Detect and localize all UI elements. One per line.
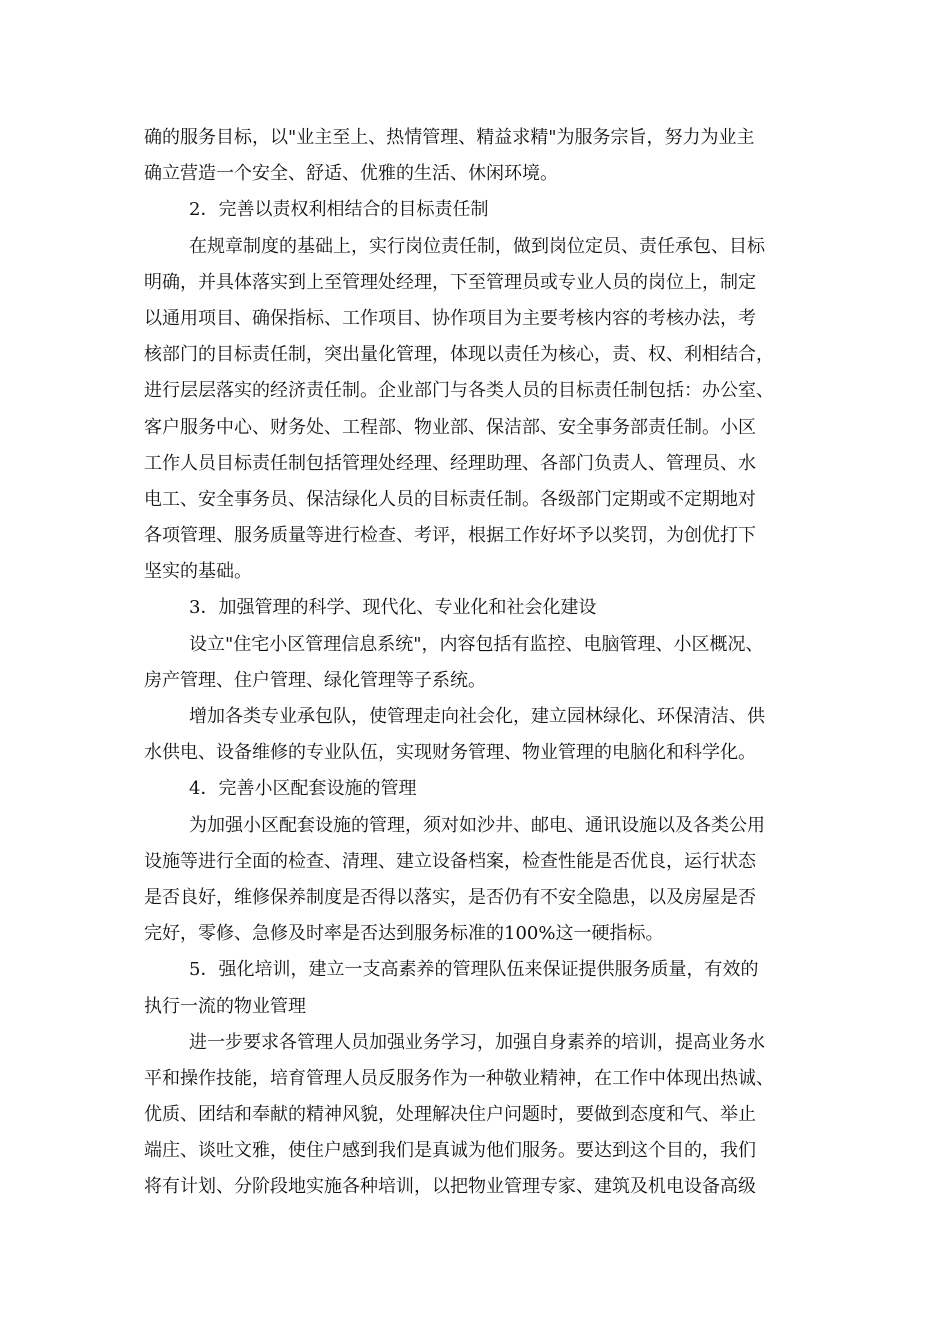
text-line: 是否良好，维修保养制度是否得以落实，是否仍有不安全隐患，以及房屋是否 [144,886,756,908]
text-line: 房产管理、住户管理、绿化管理等子系统。 [144,669,486,691]
text-line: 进行层层落实的经济责任制。企业部门与各类人员的目标责任制包括：办公室、 [144,380,774,402]
text-line: 执行一流的物业管理 [144,995,306,1017]
text-line: 2．完善以责权利相结合的目标责任制 [189,199,489,221]
text-line: 将有计划、分阶段地实施各种培训，以把物业管理专家、建筑及机电设备高级 [144,1176,756,1198]
text-line: 设立"住宅小区管理信息系统"，内容包括有监控、电脑管理、小区概况、 [189,633,764,655]
text-line: 增加各类专业承包队，使管理走向社会化，建立园林绿化、环保清洁、供 [189,706,765,727]
text-line: 完好，零修、急修及时率是否达到服务标准的100%这一硬指标。 [144,923,664,945]
text-line: 在规章制度的基础上，实行岗位责任制，做到岗位定员、责任承包、目标 [189,235,765,257]
text-line: 各项管理、服务质量等进行检查、考评，根据工作好坏予以奖罚，为创优打下 [144,525,756,547]
document-body [144,120,814,1206]
text-line: 3．加强管理的科学、现代化、专业化和社会化建设 [189,597,597,619]
text-line: 电工、安全事务员、保洁绿化人员的目标责任制。各级部门定期或不定期地对 [144,488,756,510]
text-line: 坚实的基础。 [144,561,252,583]
text-line: 设施等进行全面的检查、清理、建立设备档案，检查性能是否优良，运行状态 [144,850,756,872]
text-line: 为加强小区配套设施的管理，须对如沙井、邮电、通讯设施以及各类公用 [189,814,765,836]
text-line: 工作人员目标责任制包括管理处经理、经理助理、各部门负责人、管理员、水 [144,452,756,474]
text-line: 明确，并具体落实到上至管理处经理，下至管理员或专业人员的岗位上，制定 [144,271,756,293]
text-line: 水供电、设备维修的专业队伍，实现财务管理、物业管理的电脑化和科学化。 [144,742,756,764]
text-line: 平和操作技能，培育管理人员反服务作为一种敬业精神，在工作中体现出热诚、 [144,1067,774,1089]
text-line: 优质、团结和奉献的精神风貌，处理解决住户问题时，要做到态度和气、举止 [144,1104,756,1126]
text-line: 以通用项目、确保指标、工作项目、协作项目为主要考核内容的考核办法，考 [144,307,756,329]
text-line: 核部门的目标责任制，突出量化管理，体现以责任为核心，责、权、利相结合， [144,344,774,366]
text-line: 客户服务中心、财务处、工程部、物业部、保洁部、安全事务部责任制。小区 [144,416,756,438]
text-line: 4．完善小区配套设施的管理 [189,778,417,800]
text-line: 确立营造一个安全、舒适、优雅的生活、休闲环境。 [144,163,558,185]
text-line: 进一步要求各管理人员加强业务学习，加强自身素养的培训，提高业务水 [189,1031,765,1053]
text-line: 端庄、谈吐文雅，使住户感到我们是真诚为他们服务。要达到这个目的，我们 [144,1140,756,1162]
text-line: 确的服务目标，以"业主至上、热情管理、精益求精"为服务宗旨，努力为业主 [144,127,755,148]
text-line: 5．强化培训，建立一支高素养的管理队伍来保证提供服务质量，有效的 [189,959,759,981]
